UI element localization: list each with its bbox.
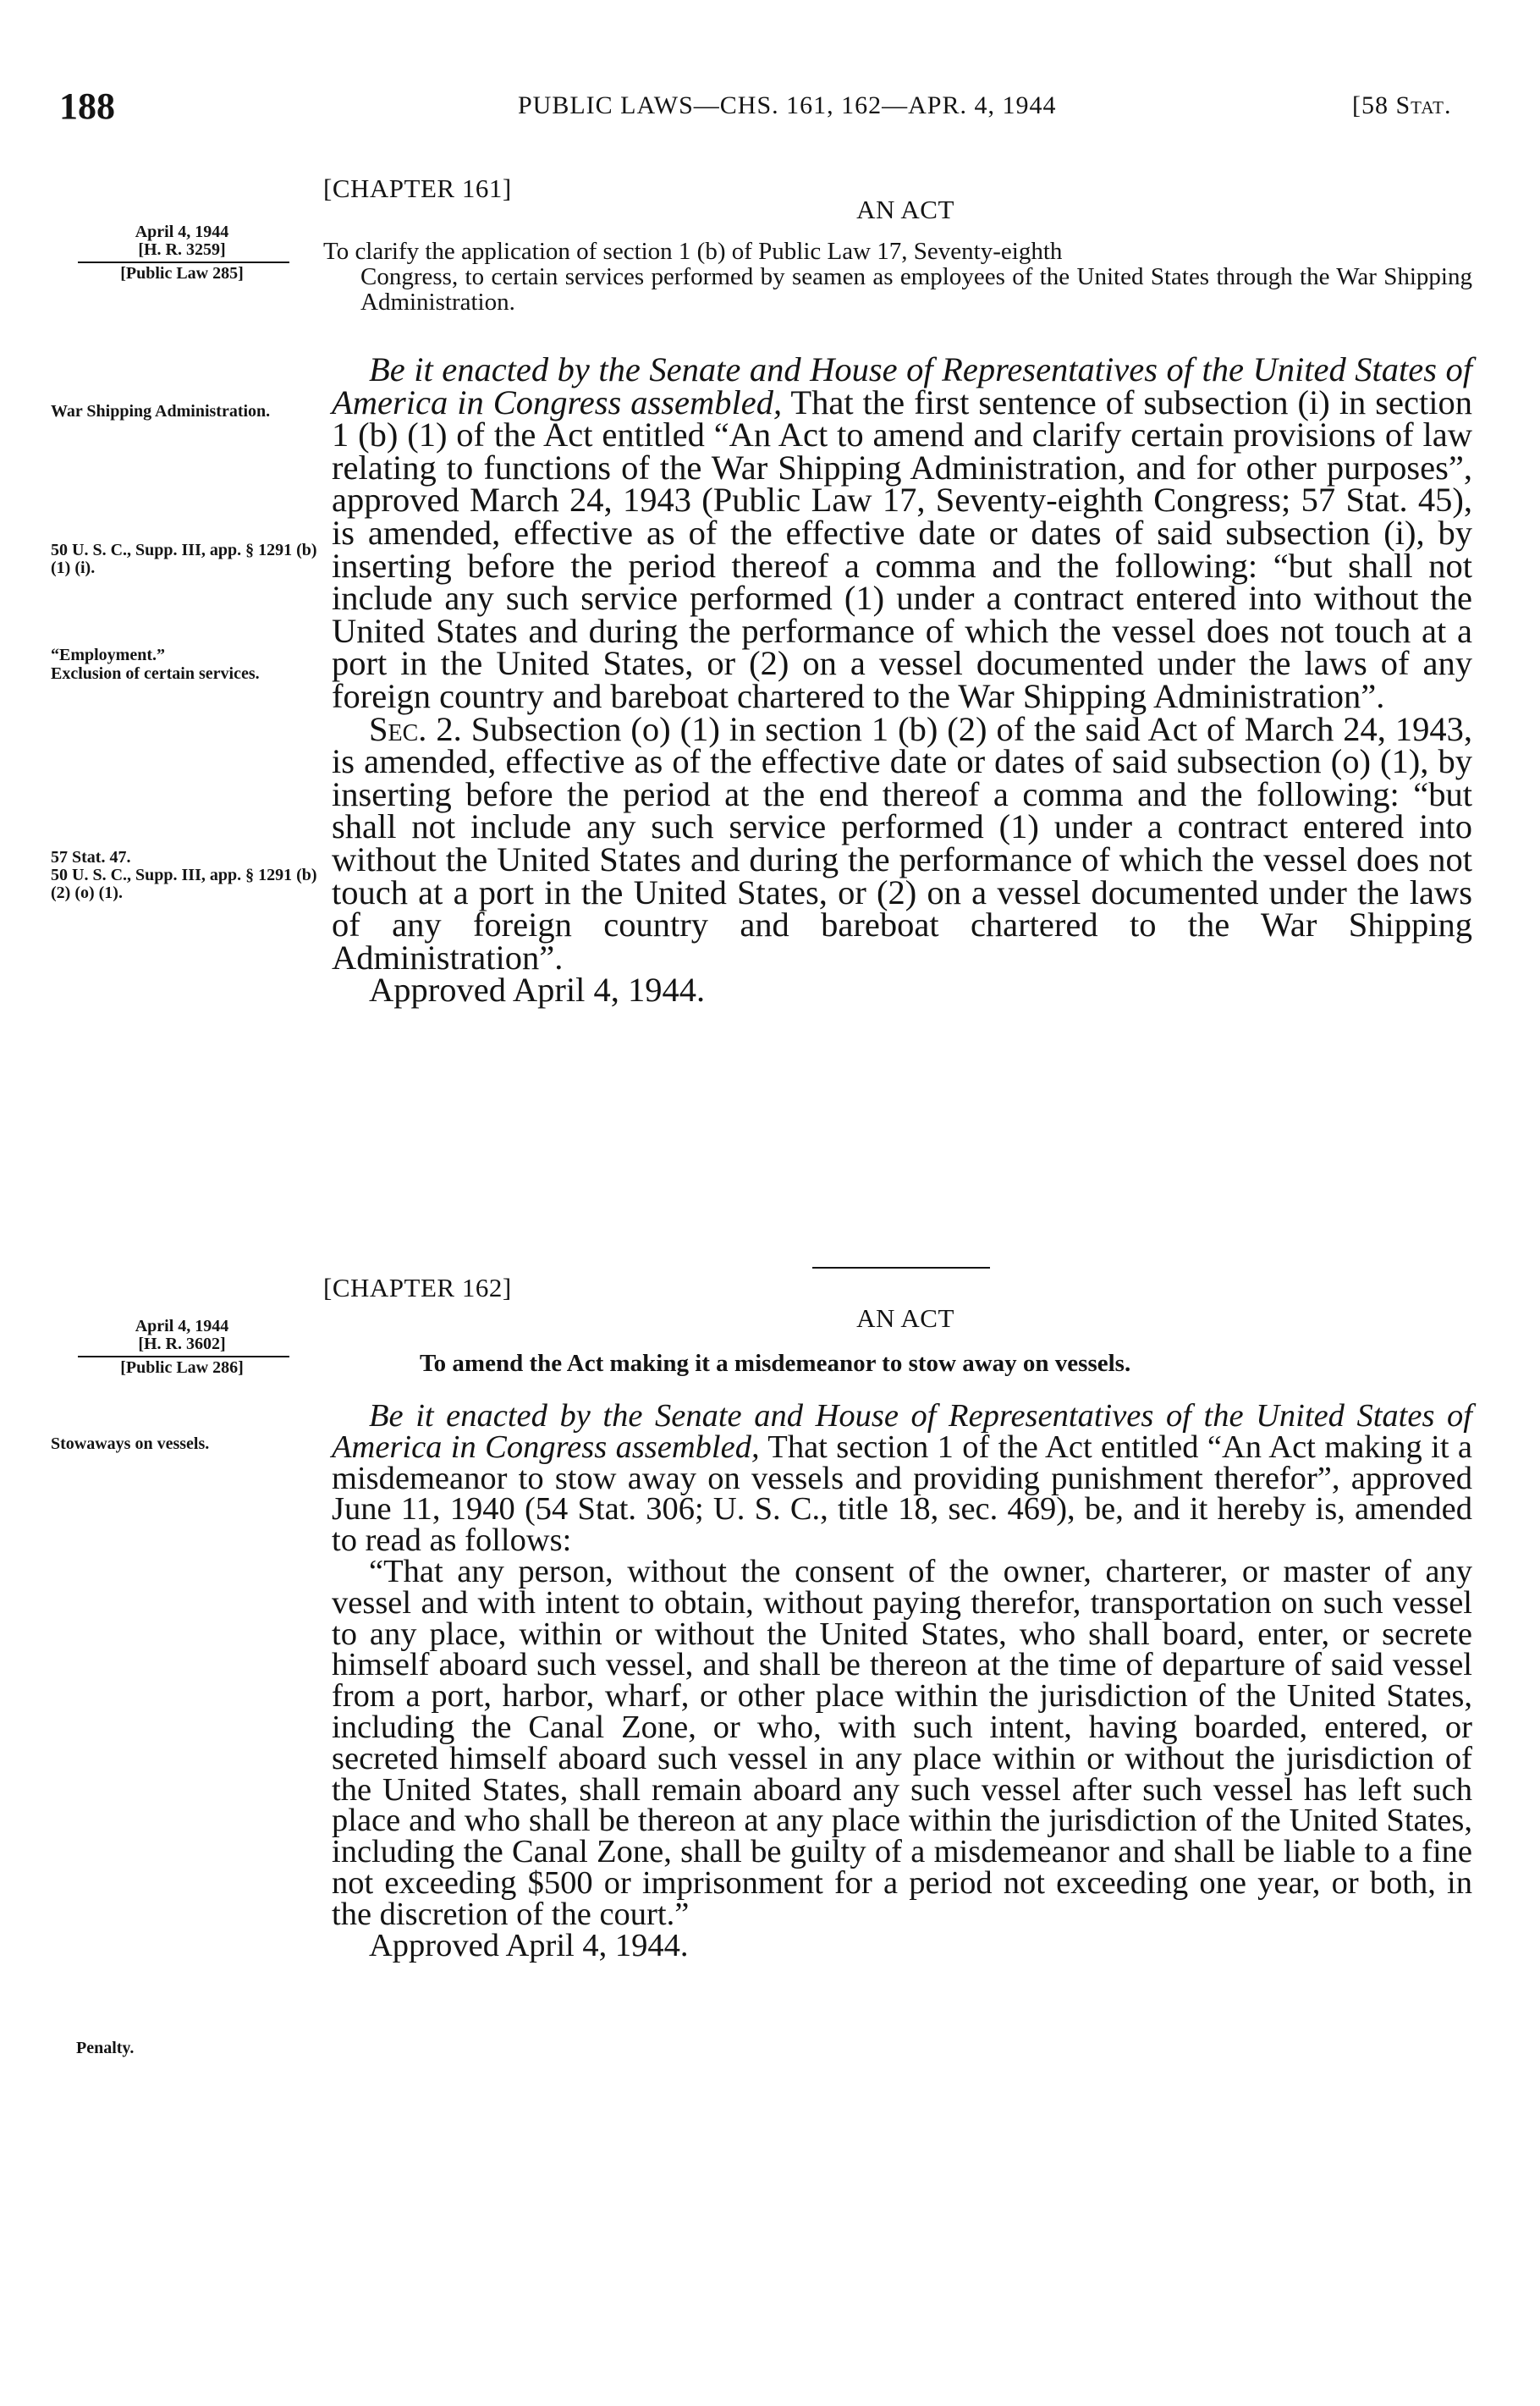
ch161-summary-first: To clarify the application of section 1 (b) of Public Law 17, Seventy-eighth — [323, 238, 1063, 265]
ch161-margin-note-3-sub: Exclusion of certain services. — [51, 664, 260, 683]
ch162-margin-public-law: [Public Law 286] — [120, 1358, 244, 1377]
running-head: PUBLIC LAWS—CHS. 161, 162—APR. 4, 1944 — [518, 91, 1057, 119]
ch161-sec2-label: Sec. 2. — [369, 709, 462, 748]
ch162-margin-note-1: Stowaways on vessels. — [51, 1434, 210, 1453]
ch162-margin-rule — [78, 1356, 289, 1357]
ch162-margin-note-2: Penalty. — [76, 2039, 135, 2057]
ch162-paragraph-1: That section 1 of the Act entitled “An Act making it a misdemeanor to stow away on vessels and providing punishment therefor”, approved June 11, 1940 (54 Stat. 306; U. S. C., title 18, sec. 469), be, and it hereby is, amended to read as follows: — [332, 1429, 1472, 1559]
chapter-161-summary — [323, 239, 1472, 315]
chapter-161-label: [CHAPTER 161] — [323, 173, 512, 203]
chapter-161-body — [332, 350, 1472, 1010]
ch161-margin-date: April 4, 1944 — [135, 223, 229, 241]
ch161-margin-note-1: War Shipping Administration. — [51, 402, 271, 421]
ch161-margin-note-2: 50 U. S. C., Supp. III, app. § 1291 (b) (1) (i). — [51, 541, 317, 577]
ch161-enacting-clause: Be it enacted by the Senate and House of Representatives of the United States of America in Congress assembled, — [332, 350, 1472, 421]
ch161-margin-rule — [78, 262, 289, 263]
ch161-margin-public-law: [Public Law 285] — [120, 264, 244, 283]
chapter-161-title: AN ACT — [856, 195, 954, 224]
ch162-margin-date: April 4, 1944 — [135, 1317, 229, 1335]
volume-ref-stat: Stat. — [1395, 91, 1452, 119]
ch161-approved: Approved April 4, 1944. — [369, 971, 706, 1010]
ch161-margin-note-3-title: “Employment.” — [51, 646, 165, 664]
ch161-paragraph-sec2: Subsection (o) (1) in section 1 (b) (2) of the said Act of March 24, 1943, is amended, effective as of the effective date or dates of said subsection (o) (1), by inserting before the period at the end thereof a comma and the following: “but shall not include any such service performed (1) under a contract entered into without the United States and during the performance of which the vessel does not touch at a port in the United States, or (2) on a vessel documented under the laws of any foreign country and bareboat chartered to the War Shipping Administration”. — [332, 709, 1472, 977]
ch161-summary-rest: Congress, to certain services performed by seamen as employees of the United States through the War Shipping Administration. — [360, 263, 1472, 316]
volume-ref-open: [58 — [1352, 91, 1396, 119]
page-number: 188 — [59, 85, 115, 127]
ch161-margin-bill: [H. R. 3259] — [138, 240, 226, 259]
chapter-162-body — [332, 1398, 1472, 1963]
ch162-paragraph-2: “That any person, without the consent of the owner, charterer, or master of any vessel and with intent to obtain, without paying therefor, transportation on such vessel to any place, within or without the United States, who shall board, enter, or secrete himself aboard such vessel, and shall be thereon at the time of departure of said vessel from a port, harbor, wharf, or other place within the jurisdiction of the United States, including the Canal Zone, or who, with such intent, having boarded, entered, or secreted himself aboard such vessel in any place within or without the jurisdiction of the United States, shall remain aboard any such vessel after such vessel has left such place and who shall be thereon at any place within the jurisdiction of the United States, including the Canal Zone, shall be guilty of a misdemeanor and shall be liable to a fine not exceeding $500 or imprisonment for a period not exceeding one year, or both, in the discretion of the court.” — [332, 1553, 1472, 1932]
ch161-margin-note-4b: 50 U. S. C., Supp. III, app. § 1291 (b) (2) (o) (1). — [51, 866, 317, 902]
volume-reference — [1352, 91, 1452, 120]
chapter-162-title: AN ACT — [856, 1303, 954, 1333]
chapter-162-summary: To amend the Act making it a misdemeanor to stow away on vessels. — [420, 1350, 1131, 1377]
ch162-approved: Approved April 4, 1944. — [369, 1927, 689, 1963]
ch162-enacting-clause: Be it enacted by the Senate and House of Representatives of the United States of America in Congress assembled, — [332, 1398, 1472, 1465]
ch161-margin-note-4a: 57 Stat. 47. — [51, 848, 131, 867]
ch161-paragraph-1: That the first sentence of subsection (i) in section 1 (b) (1) of the Act entitled “An Act to amend and clarify certain provisions of law relating to functions of the War Shipping Administration, and for other purposes”, approved March 24, 1943 (Public Law 17, Seventy-eighth Congress; 57 Stat. 45), is amended, effective as of the effective date or dates of said subsection (i), by inserting before the period thereof a comma and the following: “but shall not include any such service performed (1) under a contract entered into without the United States and during the performance of which the vessel does not touch at a port in the United States, or (2) on a vessel documented under the laws of any foreign country and bareboat chartered to the War Shipping Administration”. — [332, 383, 1472, 715]
ch162-margin-bill: [H. R. 3602] — [138, 1335, 226, 1353]
chapter-162-label: [CHAPTER 162] — [323, 1273, 512, 1302]
chapter-separator-rule — [812, 1267, 990, 1269]
